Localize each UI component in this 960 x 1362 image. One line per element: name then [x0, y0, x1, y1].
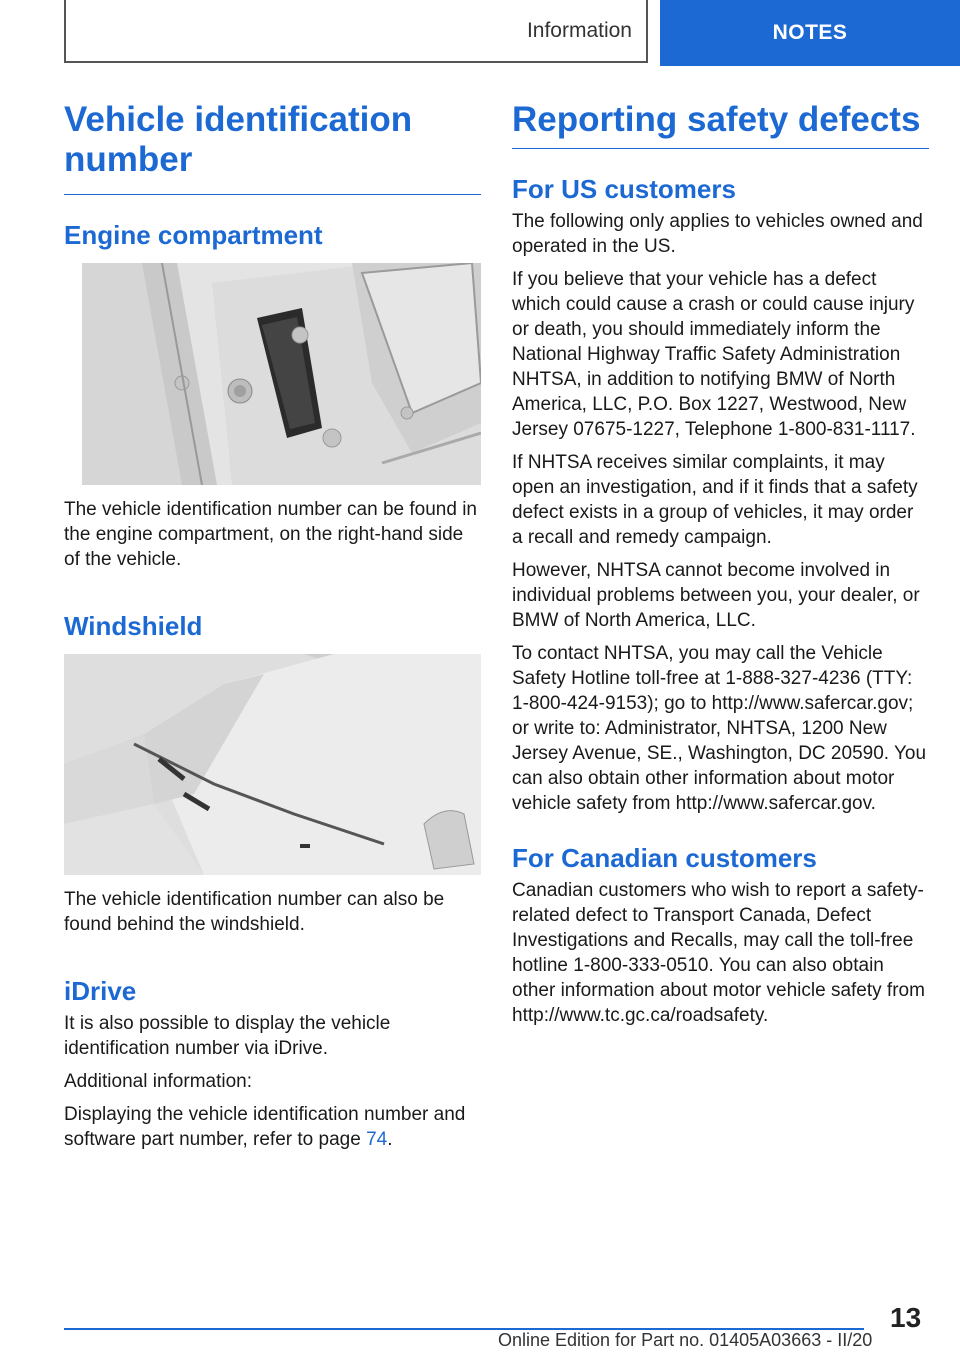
right-column	[512, 100, 929, 1028]
engine-compartment-illustration	[82, 263, 481, 485]
safety-defects-title: Reporting safety defects	[512, 100, 929, 149]
windshield-text: The vehicle identification number can also be found behind the windshield.	[64, 889, 445, 935]
engine-compartment-heading: Engine compartment	[64, 220, 323, 250]
windshield-illustration	[64, 654, 481, 875]
idrive-heading: iDrive	[64, 976, 137, 1006]
canadian-customers-heading: For Canadian customers	[512, 843, 817, 873]
us-applies-text: The following only applies to vehicles owned and operated in the US.	[512, 211, 923, 257]
windshield-image	[64, 654, 481, 875]
section-title: Information	[526, 18, 632, 42]
us-defect-text: If you believe that your vehicle has a defect which could cause a crash or could cause injury or death, you should immediately inform the National Highway Traffic Safety Administration NHTSA, in addition to notifying BMW of North America, LLC, P.O. Box 1227, Westwood, New Jersey 07675-1227, Telephone 1-800-831-1117.	[512, 269, 916, 440]
notes-tab[interactable]	[660, 0, 960, 66]
page-header	[0, 0, 960, 66]
windshield-heading: Windshield	[64, 611, 203, 641]
vin-title: Vehicle identification number	[64, 100, 481, 195]
engine-compartment-image	[82, 263, 481, 485]
page-number: 13	[890, 1302, 922, 1333]
idrive-text: It is also possible to display the vehicle identification number via iDrive.	[64, 1013, 391, 1059]
page-link[interactable]: 74	[366, 1129, 388, 1150]
us-investigation-text: If NHTSA receives similar complaints, it may open an investigation, and if it finds that a safety defect exists in a group of vehicles, it may order a recall and remedy campaign.	[512, 452, 918, 548]
idrive-reference	[64, 1102, 481, 1152]
us-customers-heading: For US customers	[512, 174, 736, 204]
left-column	[64, 100, 481, 1152]
engine-compartment-text: The vehicle identification number can be found in the engine compartment, on the right-hand side of the vehicle.	[64, 499, 477, 570]
idrive-reference-end: .	[387, 1129, 393, 1150]
edition-text: Online Edition for Part no. 01405A03663 - II/20	[498, 1330, 873, 1350]
canadian-customers-text: Canadian customers who wish to report a safety-related defect to Transport Canada, Defect Investigations and Recalls, may call the toll-free hotline 1-800-333-0510. You can also obtain other information about motor vehicle safety from http://www.tc.gc.ca/roadsafety.	[512, 880, 925, 1026]
us-contact-text: To contact NHTSA, you may call the Vehicle Safety Hotline toll-free at 1-888-327-4236 (TTY: 1-800-424-9153); go to http://www.safercar.gov; or write to: Administrator, NHTSA, 1200 New Jersey Avenue, SE., Washington, DC 20590. You can also obtain other information about motor vehicle safety from http://www.safercar.gov.	[512, 643, 927, 814]
additional-info-label: Additional information:	[64, 1071, 252, 1092]
notes-tab-label: NOTES	[772, 21, 848, 44]
idrive-reference-text: Displaying the vehicle identification number and software part number, refer to page	[64, 1104, 466, 1150]
section-title-box	[64, 0, 648, 63]
us-individual-problems-text: However, NHTSA cannot become involved in individual problems between you, your dealer, or BMW of North America, LLC.	[512, 560, 920, 631]
